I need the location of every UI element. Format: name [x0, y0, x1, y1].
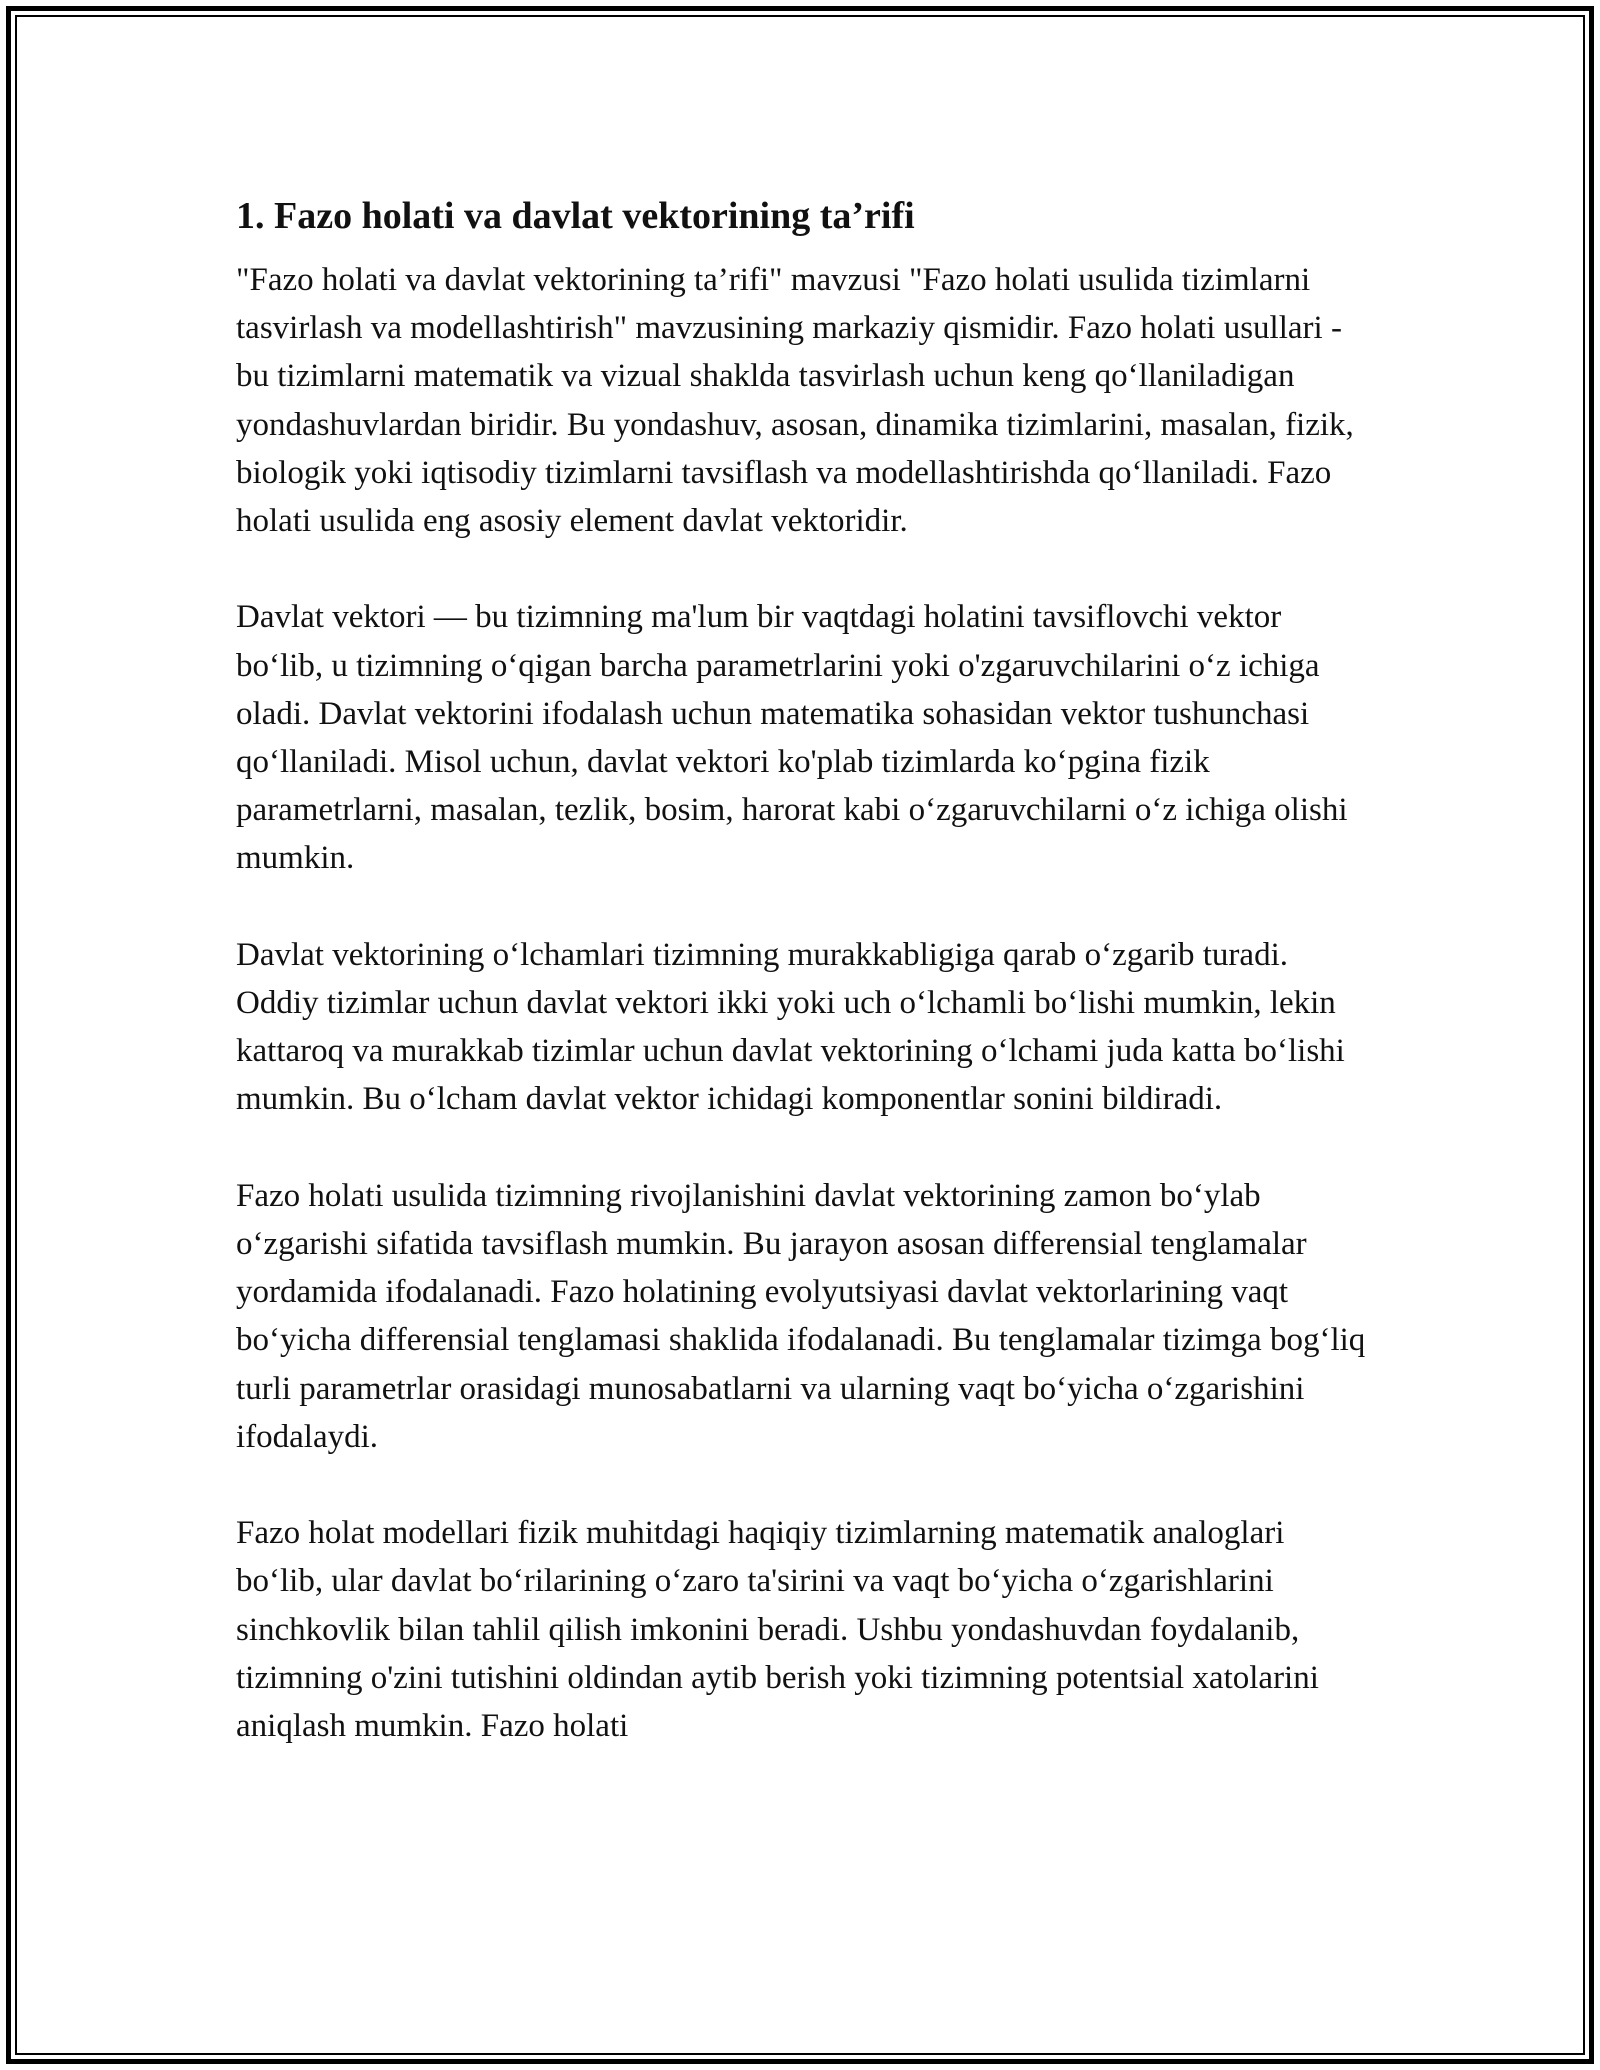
paragraph-2: Davlat vektori — bu tizimning ma'lum bir vaqtdagi holatini tavsiflovchi vektor bo‘lib, u tizimning o‘qigan barcha parametrlarini yoki o'zgaruvchilarini o‘z ichiga oladi. Davlat vektorini ifodalash uchun matematika sohasidan vektor tushunchasi qo‘llaniladi. Misol uchun, davlat vektori ko'plab tizimlarda ko‘pgina fizik parametrlarni, masalan, tezlik, bosim, harorat kabi o‘zgaruvchilarni o‘z ichiga olishi mumkin. — [236, 599, 1348, 877]
document-body — [236, 188, 1376, 1798]
paragraph-4: Fazo holati usulida tizimning rivojlanishini davlat vektorining zamon bo‘ylab o‘zgarishi sifatida tavsiflash mumkin. Bu jarayon asosan differensial tenglamalar yordamida ifodalanadi. Fazo holatining evolyutsiyasi davlat vektorlarining vaqt bo‘yicha differensial tenglamasi shaklida ifodalanadi. Bu tenglamalar tizimga bog‘liq turli parametrlar orasidagi munosabatlarni va ularning vaqt bo‘yicha o‘zgarishini ifodalaydi. — [236, 1177, 1366, 1455]
paragraph-1: "Fazo holati va davlat vektorining ta’rifi" mavzusi "Fazo holati usulida tizimlarni tasvirlash va modellashtirish" mavzusining markaziy qismidir. Fazo holati usullari - bu tizimlarni matematik va vizual shaklda tasvirlash uchun keng qo‘llaniladigan yondashuvlardan biridir. Bu yondashuv, asosan, dinamika tizimlarini, masalan, fizik, biologik yoki iqtisodiy tizimlarni tavsiflash va modellashtirishda qo‘llaniladi. Fazo holati usulida eng asosiy element davlat vektoridir. — [236, 262, 1354, 540]
paragraph-3: Davlat vektorining o‘lchamlari tizimning murakkabligiga qarab o‘zgarib turadi. Oddiy tizimlar uchun davlat vektori ikki yoki uch o‘lchamli bo‘lishi mumkin, lekin kattaroq va murakkab tizimlar uchun davlat vektorining o‘lchami juda katta bo‘lishi mumkin. Bu o‘lcham davlat vektor ichidagi komponentlar sonini bildiradi. — [236, 936, 1345, 1118]
paragraph-5: Fazo holat modellari fizik muhitdagi haqiqiy tizimlarning matematik analoglari bo‘lib, ular davlat bo‘rilarining o‘zaro ta'sirini va vaqt bo‘yicha o‘zgarishlarini sinchkovlik bilan tahlil qilish imkonini beradi. Ushbu yondashuvdan foydalanib, tizimning o'zini tutishini oldindan aytib berish yoki tizimning potentsial xatolarini aniqlash mumkin. Fazo holati — [236, 1515, 1319, 1745]
section-heading: 1. Fazo holati va davlat vektorining ta’rifi — [236, 195, 915, 237]
